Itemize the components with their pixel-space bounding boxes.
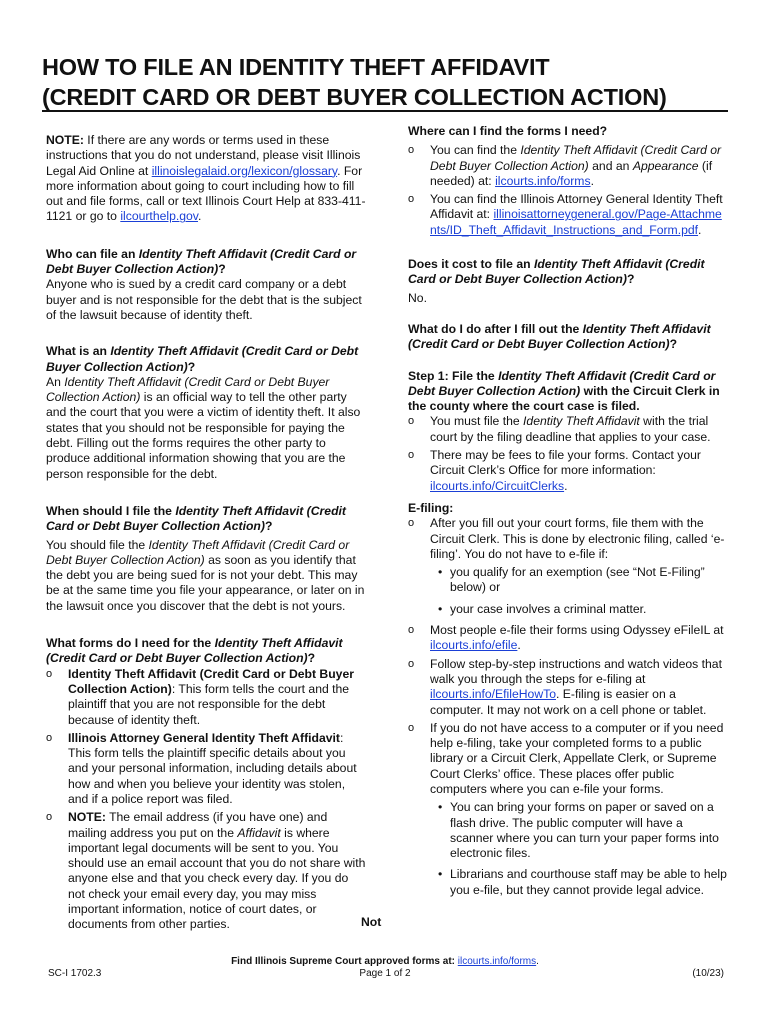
who-question: Who can file an Identity Theft Affidavit (Credit Card or Debt Buyer Collection Action)? — [46, 246, 357, 277]
list-item: o Identity Theft Affidavit (Credit Card or Debt Buyer Collection Action): This form tells the court and the plaintiff that you are not responsible for the debt because of identity theft. — [46, 667, 366, 728]
list-item: o Follow step-by-step instructions and watch videos that walk you through the steps for e-filing at ilcourts.info/EfileHowTo. E-filing is easier on a computer. It may not work on a cell phone or tablet. — [408, 657, 728, 718]
form-date: (10/23) — [692, 968, 724, 979]
step1-heading: Step 1: File the Identity Theft Affidavit (Credit Card or Debt Buyer Collection Action) with the Circuit Clerk in the county where the court case is filed. — [408, 368, 720, 414]
page-number: Page 1 of 2 — [359, 968, 411, 979]
note-label: NOTE: — [46, 133, 84, 147]
ag-affidavit-link[interactable]: illinoisattorneygeneral.gov/Page-Attachments/ID_Theft_Affidavit_Instructions_and_Form.pdf — [430, 207, 722, 237]
where-list — [408, 143, 728, 238]
title-rule — [42, 110, 728, 112]
circuit-clerks-link[interactable]: ilcourts.info/CircuitClerks — [430, 478, 565, 493]
ilcourthelp-link[interactable]: ilcourthelp.gov — [120, 209, 198, 224]
efile-howto-link[interactable]: ilcourts.info/EfileHowTo — [430, 687, 556, 702]
stray-not-text: Not — [361, 915, 382, 929]
form-id: SC-I 1702.3 — [48, 968, 102, 979]
list-item: • You can bring your forms on paper or saved on a flash drive. The public computer will have a scanner where you can turn your paper forms into electronic files. — [430, 800, 728, 861]
list-item: o You can find the Identity Theft Affidavit (Credit Card or Debt Buyer Collection Action) and an Appearance (if needed) at: ilcourts.info/forms. — [408, 143, 728, 189]
forms-question: What forms do I need for the Identity Theft Affidavit (Credit Card or Debt Buyer Collection Action)? — [46, 636, 343, 666]
list-item: • Librarians and courthouse staff may be able to help you e-file, but they cannot provide legal advice. — [430, 867, 728, 898]
efiling-sublist — [430, 565, 728, 617]
list-item: o After you fill out your court forms, file them with the Circuit Clerk. This is done by electronic filing, called ‘e-filing’. You do not have to e-file if: • you qualify for an exemption (see “Not E-Filing” below) or • your case involves a criminal matter. — [408, 516, 728, 617]
list-item: o Most people e-file their forms using Odyssey eFileIL at ilcourts.info/efile. — [408, 623, 728, 654]
efiling-list — [408, 516, 728, 898]
efile-link[interactable]: ilcourts.info/efile — [430, 638, 518, 653]
efiling-sublist-2 — [430, 800, 728, 898]
list-item: o You must file the Identity Theft Affidavit with the trial court by the filing deadline that applies to your case. — [408, 414, 728, 445]
list-item: o Illinois Attorney General Identity Theft Affidavit: This form tells the plaintiff specific details about you and your personal information, including details about how and when you believe your identity was stolen, and if a police report was filed. — [46, 731, 366, 807]
list-item: • your case involves a criminal matter. — [430, 602, 728, 617]
left-column — [46, 124, 366, 936]
right-column — [408, 124, 728, 904]
efiling-heading: E-filing: — [408, 500, 454, 515]
when-answer: You should file the Identity Theft Affidavit (Credit Card or Debt Buyer Collection Action) as soon as you identify that the debt you are being sued for is not your debt. This may be at the same time you file your appearance, or later on in the lawsuit once you discover that the debt is not yours. — [46, 537, 365, 613]
step1-list — [408, 414, 728, 493]
title-line-1: HOW TO FILE AN IDENTITY THEFT AFFIDAVIT — [42, 54, 550, 80]
footer — [0, 956, 770, 980]
what-question: What is an Identity Theft Affidavit (Credit Card or Debt Buyer Collection Action)? — [46, 344, 359, 374]
list-item: o There may be fees to file your forms. Contact your Circuit Clerk’s Office for more information: ilcourts.info/CircuitClerks. — [408, 448, 728, 494]
where-question: Where can I find the forms I need? — [408, 124, 608, 138]
forms-list — [46, 667, 366, 933]
note-paragraph: NOTE: If there are any words or terms used in these instructions that you do not understand, please visit Illinois Legal Aid Online at illinoislegalaid.org/lexicon/glossary. For more information about going to court including how to fill out and file forms, call or text Illinois Court Help at 833-411-1121 or go to ilcourthelp.gov. — [46, 133, 366, 224]
list-item: o NOTE: The email address (if you have one) and mailing address you put on the Affidavit is where important legal documents will be sent to you. You should use an email account that you do not share with anyone else and that you check every day. If you do not check your email every day, you may miss important information, notice of court dates, or documents from other parties. — [46, 810, 366, 932]
footer-forms-link[interactable]: ilcourts.info/forms — [457, 956, 537, 967]
footer-forms-line: Find Illinois Supreme Court approved forms at: ilcourts.info/forms. — [231, 956, 539, 967]
forms-link[interactable]: ilcourts.info/forms — [495, 173, 591, 188]
cost-answer: No. — [408, 290, 427, 305]
list-item: • you qualify for an exemption (see “Not E-Filing” below) or — [430, 565, 728, 596]
glossary-link[interactable]: illinoislegalaid.org/lexicon/glossary — [151, 163, 338, 178]
what-answer: An Identity Theft Affidavit (Credit Card or Debt Buyer Collection Action) is an official way to tell the other party and the court that you were a victim of identity theft. It also states that you should not be responsible for paying the debt. Filling out the forms requires the other party to produce additional information showing that you are the person responsible for the debt. — [46, 374, 361, 481]
cost-question: Does it cost to file an Identity Theft Affidavit (Credit Card or Debt Buyer Collection Action)? — [408, 257, 705, 287]
list-item: o If you do not have access to a computer or if you need help e-filing, take your completed forms to a public library or a Circuit Clerk, Appellate Clerk, or Supreme Court Clerks’ office. These places offer public computers where you can e-file your forms. • You can bring your forms on paper or saved on a flash drive. The public computer will have a scanner where you can turn your paper forms into electronic files. • Librarians and courthouse staff may be able to help you e-file, but they cannot provide legal advice. — [408, 721, 728, 898]
list-item: o You can find the Illinois Attorney General Identity Theft Affidavit at: illinoisattorneygeneral.gov/Page-Attachments/ID_Theft_Affidavit_Instructions_and_Form.pdf. — [408, 192, 728, 238]
title-line-2: (CREDIT CARD OR DEBT BUYER COLLECTION ACTION) — [42, 84, 667, 110]
when-question: When should I file the Identity Theft Affidavit (Credit Card or Debt Buyer Collection Action)? — [46, 503, 346, 534]
page-title — [42, 52, 732, 112]
after-question: What do I do after I fill out the Identity Theft Affidavit (Credit Card or Debt Buyer Collection Action)? — [408, 321, 711, 352]
who-answer: Anyone who is sued by a credit card company or a debt buyer and is not responsible for the debt that is the subject of the lawsuit because of identity theft. — [46, 277, 362, 322]
